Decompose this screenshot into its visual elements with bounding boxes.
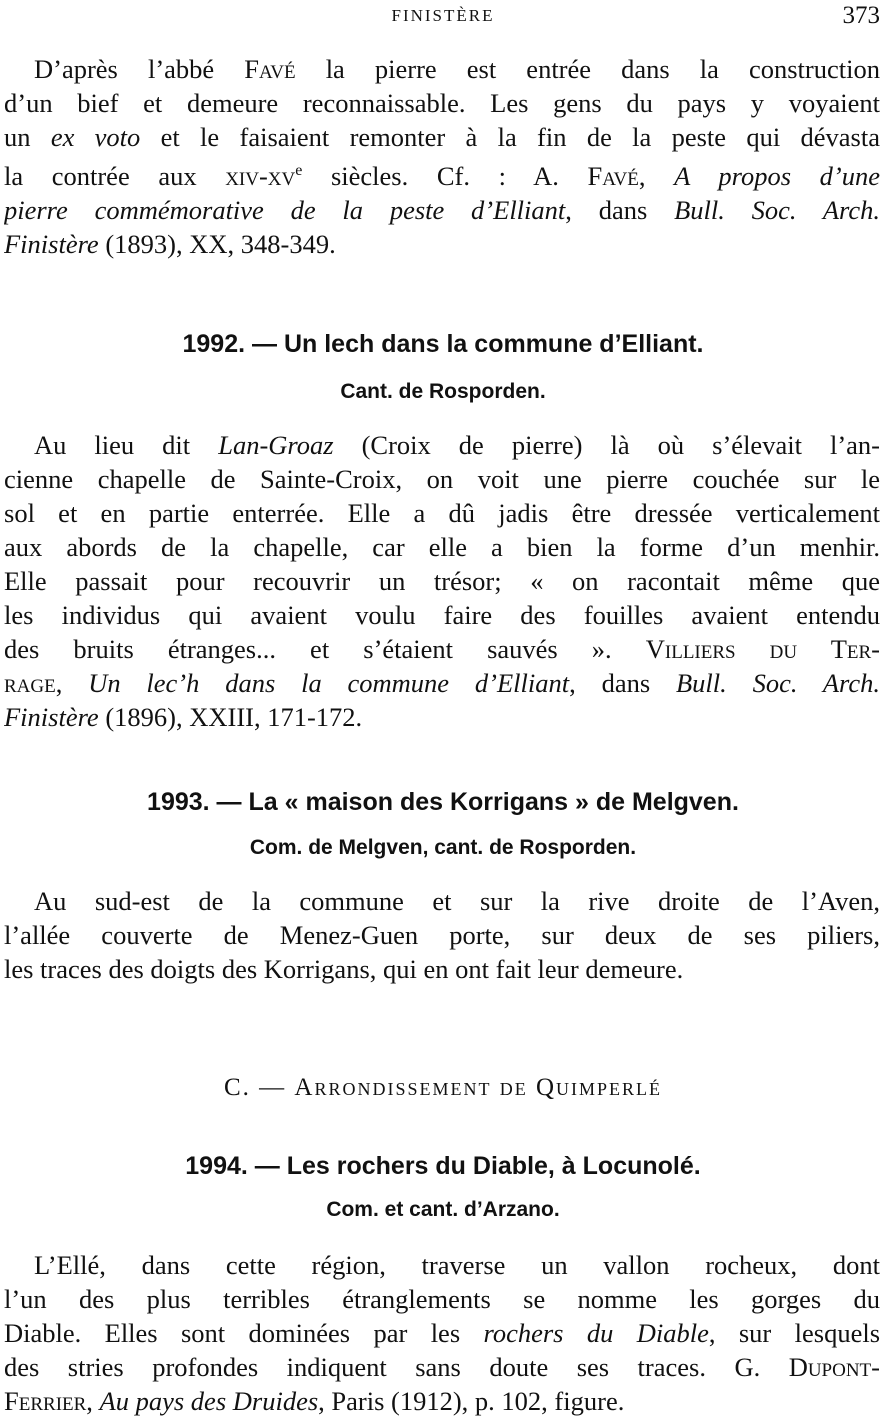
small-caps-run: xiv-xv bbox=[225, 160, 296, 191]
section-title: Arrondissement de Quimperlé bbox=[294, 1074, 663, 1101]
text-line: les individus qui avaient voulu faire des fouilles avaient entendu bbox=[4, 600, 880, 630]
small-caps-run: rage bbox=[4, 668, 56, 698]
text-line: rage, Un lec’h dans la commune d’Elliant, dans Bull. Soc. Arch. bbox=[4, 668, 880, 698]
text-line: d’un bief et demeure reconnaissable. Les gens du pays y voyaient bbox=[4, 88, 880, 118]
small-caps-run: Villiers du Ter- bbox=[645, 634, 880, 664]
small-caps-run: Favé bbox=[587, 160, 639, 191]
section-prefix: C. — bbox=[223, 1074, 295, 1101]
text-line: L’Ellé, dans cette région, traverse un vallon rocheux, dont bbox=[34, 1250, 880, 1280]
text-line: l’allée couverte de Menez-Guen porte, sur deux de ses piliers, bbox=[4, 920, 880, 950]
page-number: 373 bbox=[842, 2, 880, 29]
text-line: cienne chapelle de Sainte-Croix, on voit une pierre couchée sur le bbox=[4, 464, 880, 494]
section-heading bbox=[0, 1074, 886, 1102]
text-line: des bruits étranges... et s’étaient sauvés ». Villiers du Ter- bbox=[4, 634, 880, 664]
italic-run: pierre commémorative de la peste d’Elliant bbox=[4, 194, 566, 225]
text-line: l’un des plus terribles étranglements se nomme les gorges du bbox=[4, 1284, 880, 1314]
text-line: Au lieu dit Lan-Groaz (Croix de pierre) là où s’élevait l’an- bbox=[34, 430, 880, 460]
text-line: Au sud-est de la commune et sur la rive droite de l’Aven, bbox=[34, 886, 880, 916]
running-head: FINISTÈRE bbox=[391, 6, 495, 25]
text-line: Elle passait pour recouvrir un trésor; « on racontait même que bbox=[4, 566, 880, 596]
text-line: pierre commémorative de la peste d’Elliant, dans Bull. Soc. Arch. bbox=[4, 194, 880, 225]
entry-1993-subtitle: Com. de Melgven, cant. de Rosporden. bbox=[249, 836, 637, 859]
text-line: sol et en partie enterrée. Elle a dû jadis être dressée verticalement bbox=[4, 498, 880, 528]
text-line: Finistère (1893), XX, 348-349. bbox=[4, 228, 336, 259]
italic-run: Finistère bbox=[4, 228, 99, 259]
italic-run: ex voto bbox=[50, 122, 141, 152]
entry-1994-title: 1994. — Les rochers du Diable, à Locunolé. bbox=[185, 1152, 701, 1180]
entry-1993-paragraph bbox=[4, 884, 880, 986]
text-line: la contrée aux xiv-$xv^e$ siècles. Cf. : A. Favé, A propos d’une bbox=[4, 160, 880, 191]
italic-run: A propos d’une bbox=[674, 160, 880, 191]
text-line: Finistère (1896), XXIII, 171-172. bbox=[4, 702, 363, 732]
text-line: D’après l’abbé Favé la pierre est entrée dans la construction bbox=[34, 54, 880, 84]
italic-run: Bull. Soc. Arch. bbox=[675, 668, 880, 698]
italic-run: Bull. Soc. Arch. bbox=[674, 194, 880, 225]
italic-run: Lan-Groaz bbox=[218, 430, 334, 460]
text-line: Diable. Elles sont dominées par les rochers du Diable, sur lesquels bbox=[4, 1318, 880, 1348]
entry-1992-paragraph bbox=[4, 428, 880, 734]
text-line: un ex voto et le faisaient remonter à la fin de la peste qui dévasta bbox=[4, 122, 880, 152]
text-line: des stries profondes indiquent sans doute ses traces. G. Dupont- bbox=[4, 1352, 880, 1382]
italic-run: Un lec’h dans la commune d’Elliant bbox=[88, 668, 570, 698]
text-line: Ferrier, Au pays des Druides, Paris (1912), p. 102, figure. bbox=[4, 1386, 625, 1416]
entry-1992-title: 1992. — Un lech dans la commune d’Elliant. bbox=[182, 330, 704, 358]
entry-1994-subtitle: Com. et cant. d’Arzano. bbox=[326, 1198, 560, 1221]
italic-run: Finistère bbox=[4, 702, 99, 732]
entry-1992-subtitle: Cant. de Rosporden. bbox=[340, 380, 546, 403]
text-line: les traces des doigts des Korrigans, qui en ont fait leur demeure. bbox=[4, 954, 684, 984]
entry-1993-title: 1993. — La « maison des Korrigans » de Melgven. bbox=[147, 788, 739, 816]
text-line: aux abords de la chapelle, car elle a bien la forme d’un menhir. bbox=[4, 532, 880, 562]
intro-paragraph bbox=[4, 52, 880, 261]
italic-run: rochers du Diable bbox=[483, 1318, 709, 1348]
small-caps-run: Favé bbox=[244, 54, 296, 84]
superscript-run: e bbox=[295, 162, 303, 179]
entry-1994-paragraph bbox=[4, 1248, 880, 1418]
italic-run: Au pays des Druides bbox=[99, 1386, 319, 1416]
small-caps-run: Dupont- bbox=[788, 1352, 880, 1382]
page-header bbox=[0, 2, 886, 32]
small-caps-run: Ferrier bbox=[4, 1386, 87, 1416]
